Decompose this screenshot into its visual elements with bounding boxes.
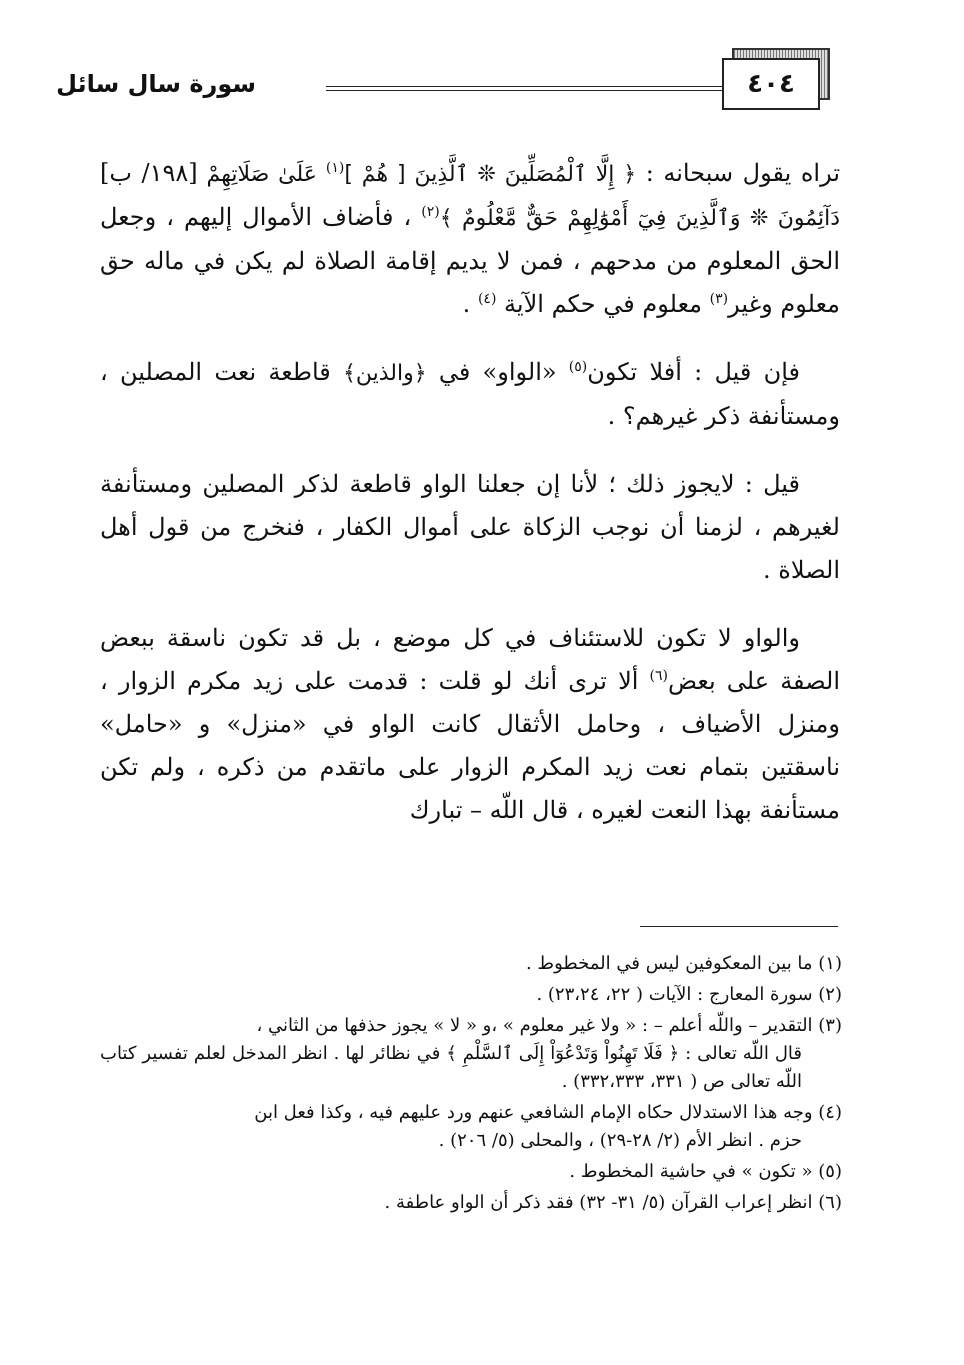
footnote-ref-3[interactable]: (٣) [709,291,729,307]
footnote-ref-6[interactable]: (٦) [649,668,669,684]
footnote-3-line-1: (٣) التقدير – واللّه أعلم – : « ولا غير معلوم » ،و « لا » يجوز حذفها من الثاني ، [256,1015,842,1036]
p2-text-b: «الواو» في [426,358,569,386]
paragraph-3: قيل : لايجوز ذلك ؛ لأنا إن جعلنا الواو قاطعة لذكر المصلين ومستأنفة لغيرهم ، لزمنا أن نوجب الزكاة على أموال الكفار ، فنخرج من قول أهل الصلاة . [100,470,840,584]
footnotes [100,950,842,1220]
p2-text-c: قاطعة نعت المصلين ، ومستأنفة ذكر غيرهم؟ . [100,358,840,430]
header-rule [326,86,722,91]
p1-text-d: معلوم في حكم الآية [496,290,710,318]
footnote-4-line-1: (٤) وجه هذا الاستدلال حكاه الإمام الشافعي عنهم ورد عليهم فيه ، وكذا فعل ابن [254,1102,842,1123]
footnote-4-continuation: حزم . انظر الأم (٢/ ٢٨-٢٩) ، والمحلى (٥/ ٢٠٦) . [438,1130,802,1151]
footnote-1: (١) ما بين المعكوفين ليس في المخطوط . [525,953,842,974]
paragraph-4 [100,617,840,832]
footnote-3 [100,1012,842,1096]
footnote-ref-1[interactable]: (١) [325,160,345,176]
footnote-2: (٢) سورة المعارج : الآيات ( ٢٢، ٢٣،٢٤) . [536,984,842,1005]
paragraph-2 [100,351,840,438]
quran-verse-3: دَآئِمُونَ ❊ وَٱلَّذِينَ فِيٓ أَمْوَٰلِهِمْ حَقٌّ مَّعْلُومٌ ﴾ [439,206,840,231]
footnote-5: (٥) « تكون » في حاشية المخطوط . [569,1161,842,1182]
p4-text-b: ألا ترى أنك لو قلت : قدمت على زيد مكرم الزوار ، ومنزل الأضياف ، وحامل الأثقال كانت الواو في «منزل» و «حامل» ناسقتين بتمام نعت زيد المكرم الزوار على ماتقدم من ذكره ، ولم تكن مستأنفة بهذا النعت لغيره ، قال اللّه – تبارك [100,667,840,824]
p1-text-a: تراه يقول سبحانه : [636,159,840,187]
footnote-6: (٦) انظر إعراب القرآن (٥/ ٣١- ٣٢) فقد ذكر أن الواو عاطفة . [384,1192,842,1213]
p2-text-a: فإن قيل : أفلا تكون [587,358,801,386]
footnote-3-continuation: قال اللّه تعالى : ﴿ فَلَا تَهِنُواْ وَتَدْعُوٓاْ إِلَى ٱلسَّلْمِ ﴾ في نظائر لها . انظر المدخل لعلم تفسير كتاب اللّه تعالى ص ( ٣٣١، ٣٣٢،٣٣٣) . [100,1043,802,1092]
footnote-4 [100,1099,842,1155]
footnote-separator [640,926,838,927]
main-text [100,152,840,832]
footnote-ref-2[interactable]: (٢) [421,204,440,220]
quran-verse-2: عَلَىٰ صَلَاتِهِمْ [197,162,326,187]
footnote-ref-5[interactable]: (٥) [568,359,588,375]
folio-marker: [١٩٨/ ب] [100,159,198,187]
quran-word: ﴿والذين﴾ [342,361,427,386]
p1-text-c: ، فأضاف الأموال إليهم ، وجعل الحق المعلوم من مدحهم ، فمن لا يديم إقامة الصلاة لم يكن في ماله حق معلوم وغير [100,203,840,318]
quran-verse-1: ﴿ إِلَّا ٱلْمُصَلِّينَ ❊ ٱلَّذِينَ [ هُمْ ] [344,162,637,187]
p1-text-e: . [462,290,478,318]
running-title: سورة سال سائل [56,70,256,98]
p4-text-a: والواو لا تكون للاستئناف في كل موضع ، بل قد تكون ناسقة ببعض الصفة على بعض [100,624,840,695]
paragraph-1 [100,152,840,326]
footnote-ref-4[interactable]: (٤) [477,291,497,307]
page-number: ٤٠٤ [722,58,820,110]
